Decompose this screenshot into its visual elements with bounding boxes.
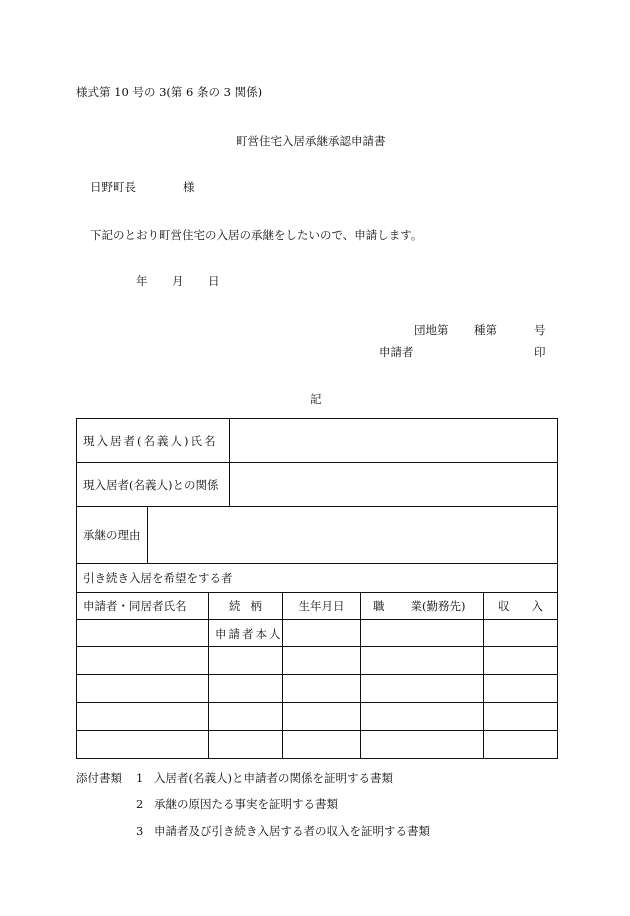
seal-label: 印: [534, 345, 546, 359]
date-year: 年: [136, 274, 148, 288]
shu-label: 種第: [474, 323, 497, 337]
cell-income[interactable]: [484, 620, 558, 647]
cell-job[interactable]: [361, 675, 484, 703]
go-label: 号: [534, 323, 546, 337]
current-tenant-field[interactable]: [230, 419, 558, 463]
cell-job[interactable]: [361, 620, 484, 647]
relation-field[interactable]: [230, 463, 558, 507]
header-name: 申請者・同居者氏名: [77, 593, 209, 620]
table-row: [77, 647, 558, 675]
cell-job[interactable]: [361, 703, 484, 731]
reason-field[interactable]: [148, 507, 558, 564]
application-table: [76, 418, 558, 759]
cell-name[interactable]: [77, 731, 209, 759]
attachment-num: 1: [136, 771, 144, 785]
cell-income[interactable]: [484, 703, 558, 731]
cell-income[interactable]: [484, 675, 558, 703]
reason-label: 承継の理由: [77, 507, 148, 564]
attachment-text: 承継の原因たる事実を証明する書類: [154, 797, 338, 811]
cell-relation: 申請者本人: [209, 620, 283, 647]
attachments-label: 添付書類: [76, 771, 122, 785]
cell-relation[interactable]: [209, 703, 283, 731]
cell-birth[interactable]: [283, 620, 361, 647]
cell-name[interactable]: [77, 620, 209, 647]
attachment-num: 2: [136, 797, 144, 811]
cell-relation[interactable]: [209, 647, 283, 675]
date-day: 日: [208, 274, 220, 288]
cell-income[interactable]: [484, 731, 558, 759]
cell-name[interactable]: [77, 675, 209, 703]
cell-name[interactable]: [77, 703, 209, 731]
document-title: 町営住宅入居承継承認申請書: [236, 134, 386, 148]
cell-birth[interactable]: [283, 731, 361, 759]
header-relation: [209, 593, 283, 620]
table-header-row: [77, 593, 558, 620]
attachment-text: 申請者及び引き続き入居する者の収入を証明する書類: [154, 824, 430, 838]
cell-birth[interactable]: [283, 647, 361, 675]
continue-label: 引き続き入居を希望をする者: [77, 564, 558, 593]
header-income: [484, 593, 558, 620]
cell-income[interactable]: [484, 647, 558, 675]
attachment-text: 入居者(名義人)と申請者の関係を証明する書類: [154, 771, 393, 785]
cell-birth[interactable]: [283, 703, 361, 731]
danchi-label: 団地第: [414, 323, 449, 337]
attachment-num: 3: [136, 824, 144, 838]
table-row: [77, 703, 558, 731]
body-text: 下記のとおり町営住宅の入居の承継をしたいので、申請します。: [90, 228, 423, 242]
header-job-a: 職: [373, 599, 385, 613]
cell-relation[interactable]: [209, 731, 283, 759]
cell-job[interactable]: [361, 731, 484, 759]
form-number: 様式第 10 号の 3(第 6 条の 3 関係): [76, 85, 263, 99]
cell-job[interactable]: [361, 647, 484, 675]
table-row: [77, 731, 558, 759]
addressee-suffix: 様: [183, 180, 195, 194]
cell-name[interactable]: [77, 647, 209, 675]
cell-birth[interactable]: [283, 675, 361, 703]
applicant-label: 申請者: [379, 345, 414, 359]
header-relation-a: 続: [229, 599, 241, 613]
cell-relation[interactable]: [209, 675, 283, 703]
date-month: 月: [172, 274, 184, 288]
ki-heading: 記: [310, 392, 322, 406]
table-row: [77, 620, 558, 647]
header-job: [361, 593, 484, 620]
header-income-b: 入: [531, 599, 544, 613]
header-income-a: 収: [498, 599, 510, 613]
header-relation-b: 柄: [250, 599, 263, 613]
current-tenant-label: 現入居者(名義人)氏名: [77, 419, 230, 463]
relation-label: 現入居者(名義人)との関係: [77, 463, 230, 507]
table-row: [77, 675, 558, 703]
header-birth: 生年月日: [283, 593, 361, 620]
addressee: 日野町長: [90, 180, 136, 194]
header-job-b: 業(勤務先): [410, 599, 466, 613]
